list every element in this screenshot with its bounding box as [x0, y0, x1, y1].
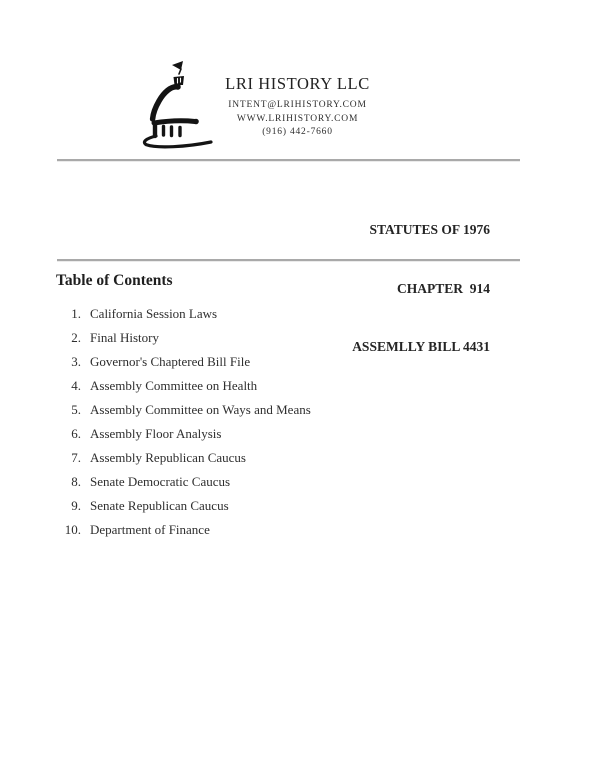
toc-item-number: 8.: [71, 474, 81, 489]
letterhead: [150, 74, 445, 140]
toc-item-number: 5.: [71, 402, 81, 417]
toc-item-label: Senate Democratic Caucus: [90, 474, 231, 489]
toc-item: [0, 426, 600, 450]
toc-item: [0, 402, 600, 426]
toc-item-label: Assembly Republican Caucus: [90, 450, 246, 465]
toc-item-label: Assembly Floor Analysis: [90, 426, 222, 441]
company-phone: (916) 442-7660: [262, 127, 333, 137]
statutes-line: STATUTES OF 1976: [369, 222, 490, 237]
company-name: LRI HISTORY LLC: [225, 74, 370, 93]
toc-item-label: California Session Laws: [90, 306, 218, 321]
divider-bottom: [57, 259, 520, 261]
toc-item-label: Assembly Committee on Ways and Means: [90, 402, 311, 417]
toc-item-number: 3.: [71, 354, 81, 369]
toc-item: [0, 498, 600, 522]
toc-item-label: Senate Republican Caucus: [90, 498, 229, 513]
toc-list: [0, 306, 600, 546]
toc-item-number: 2.: [71, 330, 81, 345]
toc-item-label: Department of Finance: [90, 522, 210, 537]
toc-item-label: Assembly Committee on Health: [90, 378, 258, 393]
toc-item-number: 7.: [71, 450, 81, 465]
toc-item: [0, 474, 600, 498]
toc-item: [0, 522, 600, 546]
toc-item: [0, 378, 600, 402]
toc-title: Table of Contents: [56, 272, 173, 289]
bill-line: ASSEMLLY BILL 4431: [352, 339, 490, 354]
toc-item: [0, 450, 600, 474]
toc-item-number: 10.: [64, 522, 81, 537]
divider-top: [57, 159, 520, 161]
toc-item: [0, 306, 600, 330]
toc-item: [0, 330, 600, 354]
toc-item: [0, 354, 600, 378]
company-email: INTENT@LRIHISTORY.COM: [228, 100, 367, 110]
toc-item-number: 1.: [71, 306, 81, 321]
toc-item-number: 4.: [71, 378, 81, 393]
toc-item-label: Governor's Chaptered Bill File: [90, 354, 251, 369]
toc-item-label: Final History: [90, 330, 159, 345]
chapter-line: CHAPTER 914: [396, 280, 490, 296]
toc-item-number: 9.: [71, 498, 81, 513]
company-website: WWW.LRIHISTORY.COM: [236, 113, 359, 124]
toc-item-number: 6.: [71, 426, 81, 441]
